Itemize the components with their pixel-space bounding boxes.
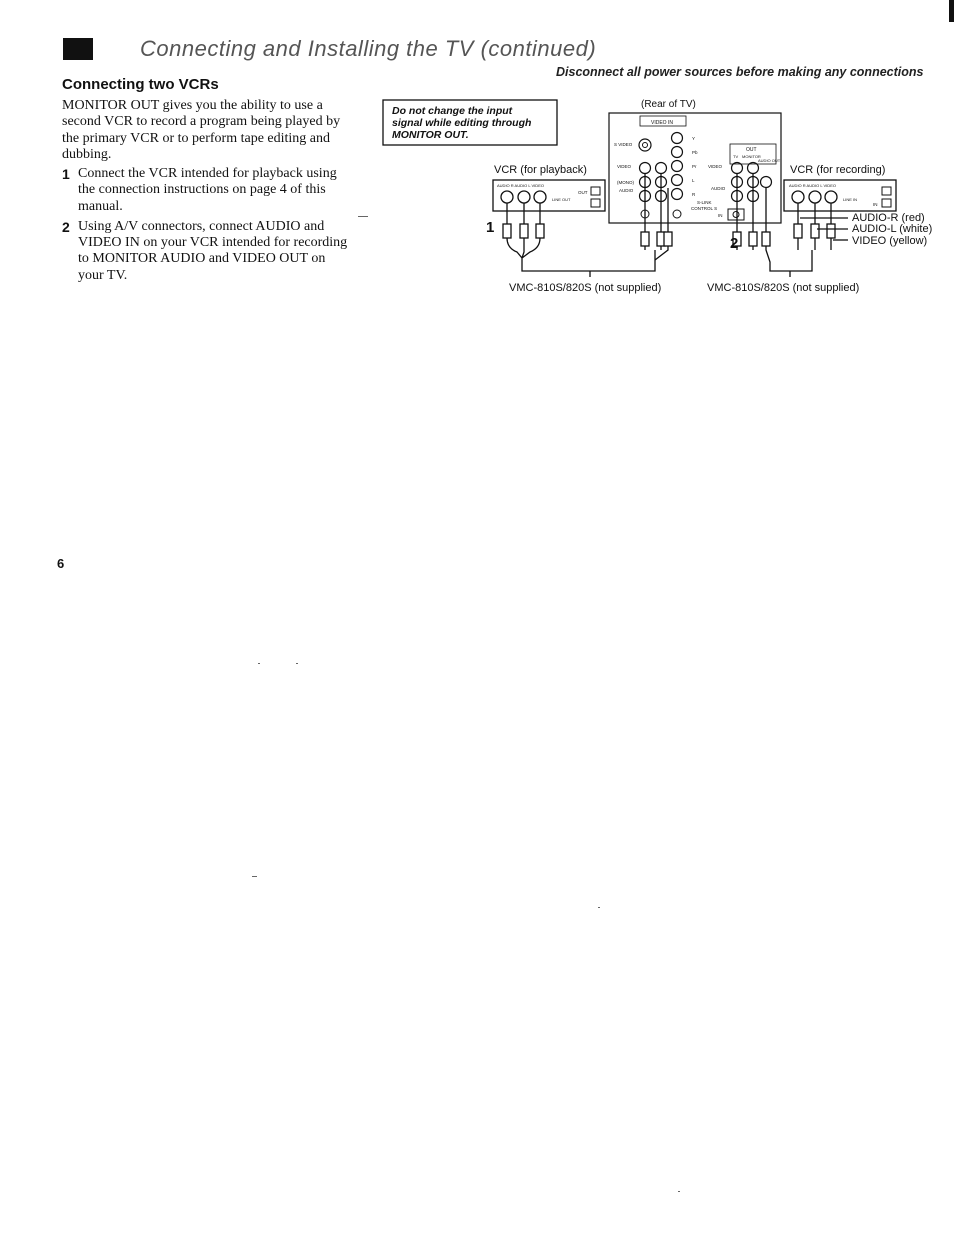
panel-audio-out-label: AUDIO OUT [758, 158, 781, 163]
step-marker-1: 1 [486, 219, 495, 236]
vcr-playback-line-label: LINE OUT [552, 197, 571, 202]
panel-mono-label: (MONO) [617, 180, 634, 185]
vcr-recording-label: VCR (for recording) [790, 164, 886, 176]
step-number: 2 [62, 218, 70, 235]
step-text: Using A/V connectors, connect AUDIO and VIDEO IN on your VCR intended for recording to MONITOR AUDIO and VIDEO OUT on your TV. [78, 218, 348, 283]
step-list [62, 166, 352, 288]
panel-video-in-label: VIDEO IN [651, 120, 673, 126]
legend-audio-l: AUDIO-L (white) [852, 223, 933, 235]
panel-y-label: Y [692, 136, 696, 141]
scan-speck [358, 216, 368, 217]
panel-s-link-label: S-LINK [697, 200, 712, 205]
chapter-marker-block [63, 38, 93, 60]
panel-audio-out-side-label: AUDIO [711, 186, 726, 191]
panel-out-label: OUT [746, 147, 757, 153]
page-edge-mark [949, 0, 954, 22]
note-line: Do not change the input [392, 105, 513, 117]
vcr-playback-jack-labels: AUDIO R AUDIO L VIDEO [497, 183, 544, 188]
panel-control-s-label: CONTROL S [691, 206, 718, 211]
page-number: 6 [57, 556, 65, 571]
connection-diagram [380, 95, 940, 305]
step-text: Connect the VCR intended for playback using the connection instructions on page 4 of this manual. [78, 166, 337, 214]
vcr-recording-in-label: IN [873, 202, 878, 207]
panel-video-label: VIDEO [617, 164, 632, 169]
vcr-recording-jack-labels: AUDIO R AUDIO L VIDEO [789, 183, 836, 188]
panel-video-out-label: VIDEO [708, 164, 723, 169]
vcr-recording [784, 180, 896, 211]
legend-audio-r: AUDIO-R (red) [852, 212, 925, 224]
vcr-recording-line-label: LINE IN [843, 197, 858, 202]
cable-label-right: VMC-810S/820S (not supplied) [707, 282, 860, 294]
note-box [383, 100, 557, 145]
note-line: signal while editing through [392, 117, 532, 129]
step-item [62, 166, 352, 215]
panel-pr-label: Pr [692, 164, 697, 169]
step-number: 1 [62, 166, 70, 182]
vcr-playback [493, 180, 605, 211]
panel-r-label: R [692, 192, 696, 197]
chapter-title: Connecting and Installing the TV (continued) [140, 36, 597, 61]
panel-pb-label: Pb [692, 150, 698, 155]
note-line: MONITOR OUT. [392, 129, 469, 141]
panel-l-label: L [692, 178, 695, 183]
step-marker-2: 2 [730, 235, 739, 252]
legend-video: VIDEO (yellow) [852, 235, 928, 247]
scan-speck [678, 1191, 680, 1192]
panel-monitor-label: MONITOR [742, 154, 761, 159]
step-item [62, 219, 352, 284]
panel-in-label: IN [718, 213, 723, 218]
vcr-playback-out-label: OUT [578, 190, 588, 195]
intro-paragraph: MONITOR OUT gives you the ability to use a second VCR to record a program being played by the primary VCR or to perform tape editing and dubbing. [62, 98, 341, 162]
power-warning: Disconnect all power sources before making any connections [556, 65, 924, 79]
scan-speck [258, 663, 260, 664]
cable-label-left: VMC-810S/820S (not supplied) [509, 282, 662, 294]
scan-speck [296, 663, 298, 664]
scan-speck [598, 907, 600, 908]
section-heading: Connecting two VCRs [62, 76, 219, 93]
rear-of-tv-label: (Rear of TV) [641, 99, 696, 110]
panel-tv-label: TV [733, 154, 739, 159]
tv-rear-panel [609, 113, 781, 223]
vcr-playback-label: VCR (for playback) [494, 164, 587, 176]
panel-audio-label: AUDIO [619, 188, 634, 193]
scan-speck [252, 876, 257, 877]
panel-s-video-label: S VIDEO [614, 142, 633, 147]
